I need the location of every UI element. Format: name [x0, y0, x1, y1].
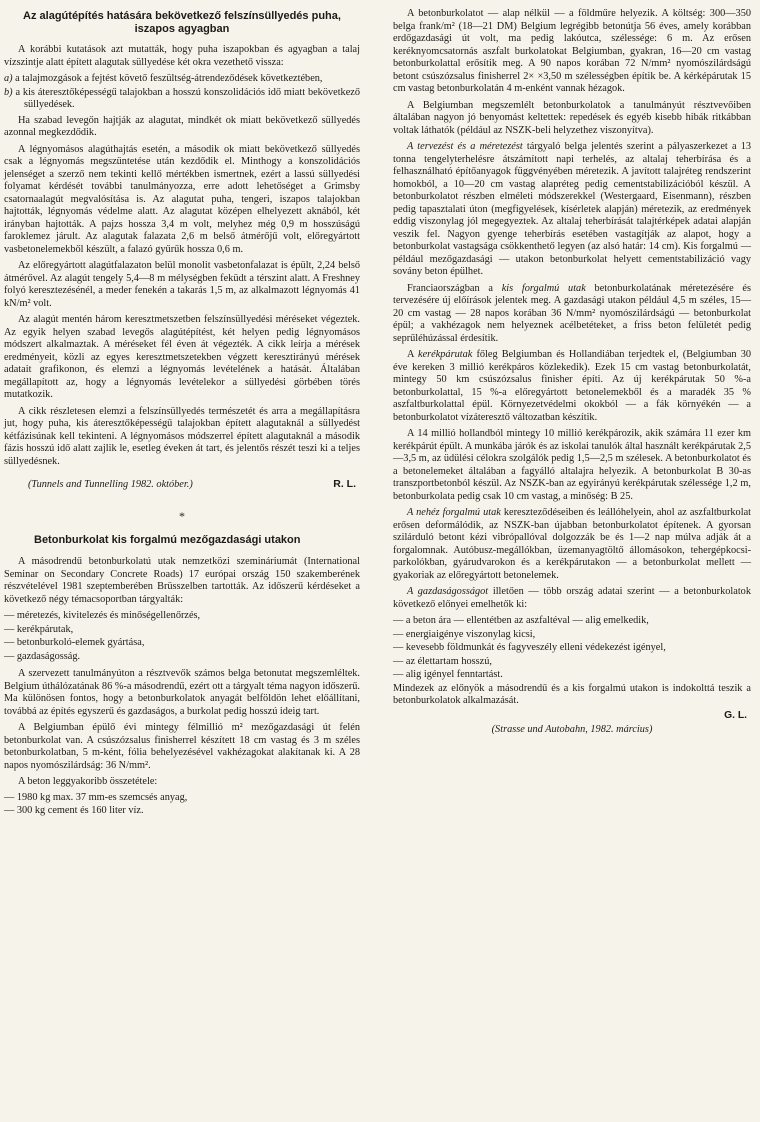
article2-paragraph: A másodrendű betonburkolatú utak nemzetközi szemináriumát (International Seminar on Secondary Concrete Roads) 17 európai ország 150 szakemberének részvételével 1981 szeptemberében Brüsszelben tartották. Az időszerű kérdéseket a következő négy témacsoportban tárgyalták:	[4, 556, 360, 605]
paragraph-text: A	[407, 349, 418, 360]
mix-item: — 300 kg cement és 160 liter víz.	[4, 805, 144, 816]
article1-signature	[28, 478, 356, 492]
article2-paragraph	[393, 283, 751, 346]
right-column	[393, 8, 751, 737]
paragraph-text: Franciaországban a	[407, 282, 502, 294]
article1-paragraph: Ha szabad levegőn hajtják az alagutat, mindkét ok miatt bekövetkező süllyedés azonnal megkezdődik.	[4, 114, 360, 138]
article1-paragraph: Az előregyártott alagútfalazaton belül monolit vasbetonfalazat is épült, 2,24 belső átmérővel. Az alagút tengely 5,4—8 m mélységben feküdt a térszint alatt. A Freshney folyó keresztezésénél, a meder fenekén a takarás 1,5 m, az alkalmazott légnyomás 41 kN/m² volt.	[4, 260, 360, 309]
left-column	[4, 8, 360, 819]
list-text: a talajmozgások a fejtést követő feszültség-átrendeződések következtében,	[15, 73, 323, 84]
article2-paragraph	[393, 586, 751, 611]
article1-paragraph: A cikk részletesen elemzi a felszínsüllyedés természetét és arra a megállapításra jut, hogy puha, kis áteresztőképességű talajokban épített alagutaknál a süllyedést kétfázisúnak kell tekinteni. A légnyomásos módszerrel épített alagutaknál a második fázis hosszú idő alatt zajlik le, esetleg éveken át tart, és jelentős részét teszi ki a teljes süllyedésnek.	[4, 405, 360, 467]
article1-list-item	[4, 73, 360, 86]
benefit-item: — kevesebb földmunkát és fagyveszély elleni védekezést igényel,	[393, 642, 666, 653]
paragraph-text: kereszteződéseiben és leállóhelyein, ahol az aszfaltburkolat erősen deformálódik, az NSZK-ban újabban betonburkolatot építenek. A gyorsan szilárduló betont kézi vibrópallóval dolgozzák be és 1—2 nap múlva adják át a forgalomnak. Autóbusz-megállókban, üzemanyagtöltő állomásokon, tehergépkocsi-parkolókban, gyárudvarokon és a kerékpárutakon — a betonburkolat mellett — gyakoriak az előregyártott betonelemek.	[393, 507, 751, 581]
paragraph-text: tárgyaló belga jelentés szerint a pályaszerkezet a 13 tonna tengelyterhelésre átszámított napi terhelés, az altalaj teherbírása és a felhasználható építőanyagok függvényében méretezik. A javított talajréteg rendszerint homokból, a 10—20 cm vastag alapréteg pedig cementstabilizációból készül. A betonburkolatot részben elméleti módszerekkel (Westergaard, Eisenmann), részben pedig tapasztalati úton (megfigyelések, kísérletek alapján) méretezik, az eredmények eddig viszonylag jól megegyeztek. Az altalaj teherbírását talajtérképek adatai alapján veszik fel. Nagyon gyenge teherbírás esetében vastagítják az alapot, hogy a betonburkolat vastagsága csökkenthető legyen (az alsó határ: 14 cm). Kis forgalmú — például mezőgazdasági — utakon betonburkolat helyett cementstabilizáció vagy sovány beton épülhet.	[393, 141, 752, 277]
list-text: a kis áteresztőképességű talajokban a hosszú konszolidációs idő miatt bekövetkező süllyedések.	[15, 86, 360, 110]
article1-title: Az alagútépítés hatására bekövetkező felszínsüllyedés puha, iszapos agyagban	[23, 10, 341, 35]
list-marker: b)	[4, 86, 13, 98]
topic-item: — méretezés, kivitelezés és minőségellenőrzés,	[4, 610, 201, 621]
paragraph-text: illetően — több ország adatai szerint — a betonburkolatok következő előnyei emelhetők ki:	[393, 586, 751, 610]
benefit-item: — alig igényel fenntartást.	[393, 669, 503, 680]
benefit-item: — energiaigénye viszonylag kicsi,	[393, 628, 536, 640]
article1-paragraph: Az alagút mentén három keresztmetszetben felszínsüllyedési méréseket végeztek. Az egyik helyen szabad levegős alagútépítést, két helyen pedig légnyomásos módszert alkalmaztak. A méréseket fél éven át végezték. A cikk leírja a mérések eredményeit, közli az egyes keresztmetszetekben végzett keresztirányú mérések adatait grafikonon, és elemzi a légnyomás levételének a hatását. Általában megállapított az, hogy a légnyomás levételekor a süllyedési görbében törés mutatkozik.	[4, 314, 360, 400]
emphasis-text: A gazdaságosságot	[407, 586, 489, 597]
article2-initials: G. L.	[724, 709, 747, 721]
article2-signature	[393, 710, 747, 723]
emphasis-text: A tervezést és a méretezést	[407, 141, 523, 152]
emphasis-text: kerékpárutak	[418, 349, 473, 360]
article2-paragraph	[393, 349, 751, 424]
topic-item: — gazdaságosság.	[4, 650, 81, 662]
article1-initials: R. L.	[333, 478, 356, 490]
article2-paragraph: A beton leggyakoribb összetétele:	[18, 776, 158, 787]
mix-item: — 1980 kg max. 37 mm-es szemcsés anyag,	[4, 791, 188, 803]
article2-paragraph: Mindezek az előnyök a másodrendű és a kis forgalmú utakon is indokolttá teszik a betonburkolatok alkalmazását.	[393, 682, 751, 706]
emphasis-text: kis forgalmú utak	[501, 282, 586, 294]
article2-paragraph: A Belgiumban épülő évi mintegy félmillió m² mezőgazdasági út felén betonburkolat van. A csúszózsalus finisherrel készített 18 cm vastag és 3 m széles betonburkolatban, 5 m-ként, fólia behelyezésével vakhézagokat alakítanak ki. A 28 napos nyomószilárdság: 36 N/mm².	[4, 722, 360, 771]
article2-source: (Strasse und Autobahn, 1982. március)	[491, 724, 653, 735]
article1-list-item	[4, 87, 360, 112]
article2-paragraph: A 14 millió hollandból mintegy 10 millió kerékpározik, akik számára 11 ezer km kerékpárút épült. A munkába járók és az iskolai tanulók által használt kerékpárutak 2,5—3,5 m, az üdülési célokra szolgálók pedig 1,5—2,5 m szélesek. A betonburkolatot és a betonelemeket általában a fagyálló altalajra helyezik. A betonburkolat B 30-as transzportbetonból készül. Az NSZK-ban az egyirányú kerékpárutak szélessége 1,2 m, betonburkolata pedig csak 10 cm vastag, a minőség: B 25.	[393, 428, 751, 502]
article2-paragraph: A Belgiumban megszemlélt betonburkolatok a tanulmányút résztvevőiben általában nagyon jó benyomást keltettek: repedések és egyéb kisebb hibák ritkábban voltak láthatók (például az NSZK-beli helyzethez viszonyítva).	[393, 99, 751, 136]
section-separator: *	[179, 508, 185, 523]
article2-title: Betonburkolat kis forgalmú mezőgazdasági utakon	[34, 534, 301, 546]
emphasis-text: A nehéz forgalmú utak	[407, 507, 501, 518]
topic-item: — kerékpárutak,	[4, 623, 74, 635]
benefit-item: — a beton ára — ellentétben az aszfaltéval — alig emelkedik,	[393, 615, 649, 626]
article1-source: (Tunnels and Tunnelling 1982. október.)	[28, 479, 193, 490]
benefit-item: — az élettartam hosszú,	[393, 655, 492, 667]
paragraph-text: betonburkolatának méretezésére és tervezésére új előírások jelentek meg. A gazdasági utakon például 4,5 m széles, 15—20 cm vastag — 28 napos korában 36 N/mm² nyomószilárdságú — betonburkolat épül; a vakhézagok nem helyeznek acélbetéteket, a friss beton felületét pedig seprűléhúzással érdesítik.	[393, 282, 751, 344]
article2-paragraph	[393, 141, 751, 279]
article2-paragraph: A szervezett tanulmányúton a résztvevők számos belga betonutat megszemléltek. Belgium úthálózatának 86 %-a másodrendű, ezért ott a tárgyalt téma nagyon időszerű. Ma különösen fontos, hogy a betonburkolatok anyagát belföldön lehet előállítani, továbbá az építés egyszerű és gazdaságos, a burkolat pedig hosszú ideig tart.	[4, 668, 360, 717]
list-marker: a)	[4, 73, 13, 84]
article2-paragraph: A betonburkolatot — alap nélkül — a földműre helyezik. A költség: 300—350 belga frank/m² (18—21 DM) Belgium legrégibb betonútja 56 éves, amely korábban erdőgazdasági út volt, ma pedig lakóutca, szélessége: 6 m. Az erősen keréknyomcsatornás aszfalt burkolatokat Belgiumban, gyakran, 16—20 cm vastag betonburkolattal erősítik meg. A 90 napos korában 72 N/mm² nyomószilárdságú betont csúszózsalus finisherrel 2× ×3,50 m szélességben építik be. A kérképárutak 15 cm vastag betonburkolatán 4 m-enként vannak hézagok.	[393, 8, 751, 94]
article1-paragraph: A légnyomásos alagúthajtás esetén, a második ok miatt bekövetkező süllyedés csak a légnyomás megszüntetése után kezdődik el. Minthogy a konszolidációs jelenséget a szerző nem tekinti kellő mértékben ismertnek, ezért a lassú süllyedési folyamat kérdését további tanulmányozza, erre adott lehetőséget a Grimsby csatornaalagút megvalósítása is. Az alagutat puha, tengeri, iszapos talajokban hajtották, légnyomás védelme alatt. Az alagutat középen elhelyezett aknából, két irányban hajtották. A pajzs hossza 3,4 m volt, melyhez még 0,9 m hosszúságú faroklemez járult. Az alagutak falazata 2,6 m belső átmérőjű volt, előregyártott vasbetonelemekből készült, a falazó gyűrűk hossza 0,6 m.	[4, 143, 360, 255]
topic-item: — betonburkoló-elemek gyártása,	[4, 637, 145, 648]
paragraph-text: főleg Belgiumban és Hollandiában terjedtek el, (Belgiumban 30 éve kereken 3 millió kerékpáros közlekedik). Ezek 15 cm vastag betonburkolatát, mintegy 50 km csúszózsalus finisher építi. Az új kerékpárutak 50 %-a betonburkolattal, 15 %-a előregyártott betonelemekből és a maradék 35 % aszfaltburkolattal épül. Környezetvédelmi okokból — a fák környékén — a betonburkolatot vízáteresztő változatban készítik.	[393, 349, 751, 423]
article2-paragraph	[393, 507, 751, 582]
article1-paragraph: A korábbi kutatások azt mutatták, hogy puha iszapokban és agyagban a talaj vízszintje alatt épített alagutak süllyedése két okra vezethető vissza:	[4, 44, 360, 68]
